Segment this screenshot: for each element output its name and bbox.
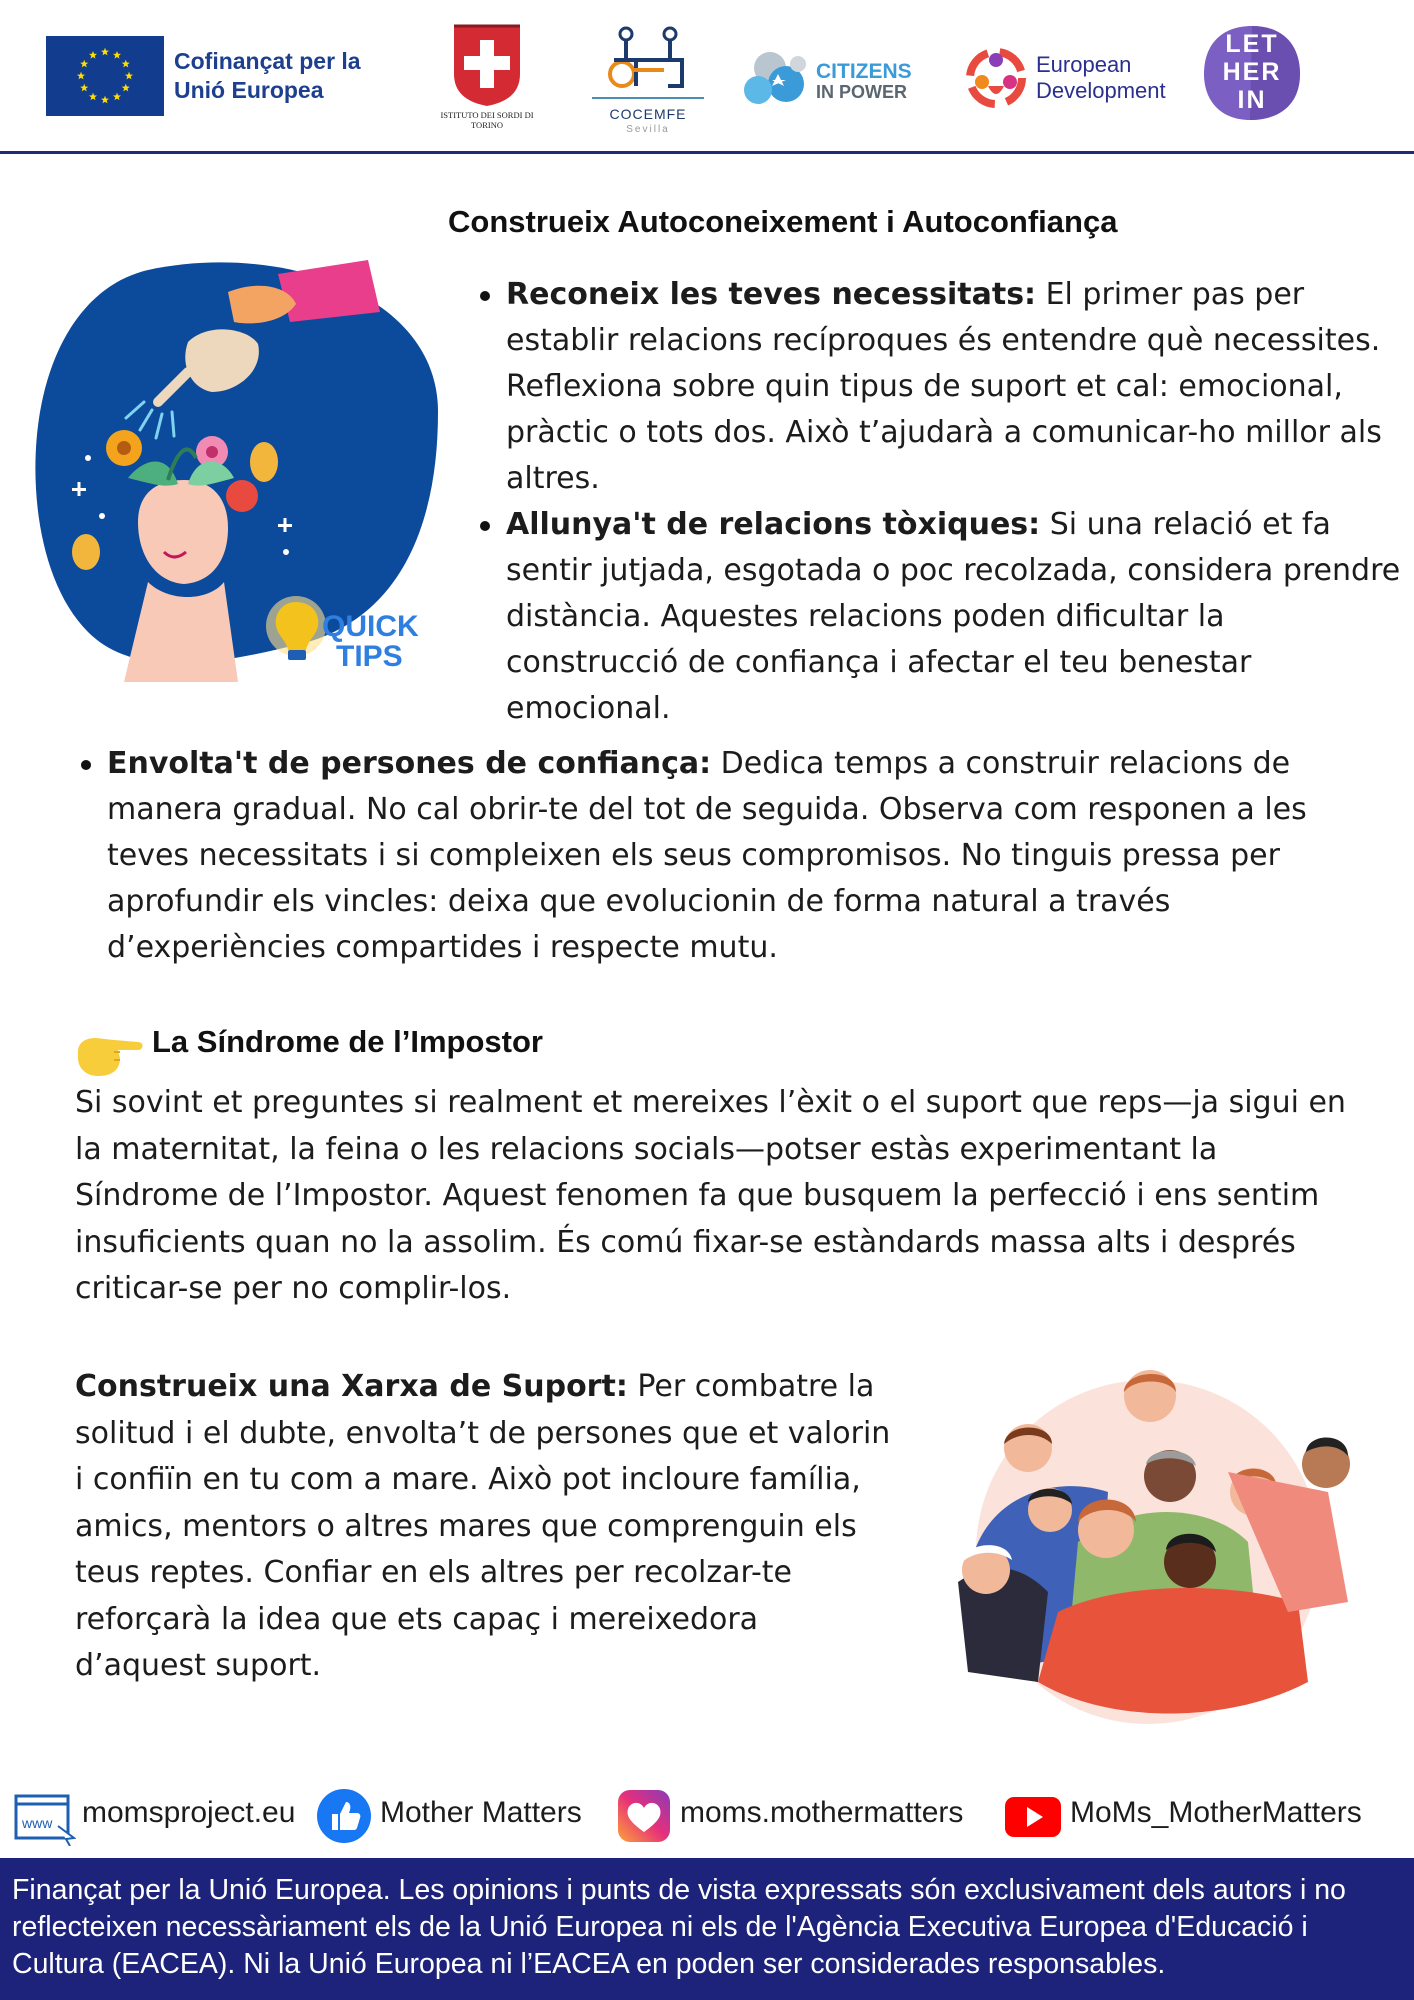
european-development-line2: Development <box>1036 78 1166 103</box>
youtube-label[interactable]: MoMs_MotherMatters <box>1070 1796 1362 1829</box>
facebook-link[interactable] <box>316 1788 606 1844</box>
european-development-logo <box>964 46 1184 112</box>
list-item-text: Si una relació et fa sentir jutjada, esgotada o poc recolzada, considera prendre distància. Aquestes relacions poden dificultar la construcció de confiança i afectar el teu benestar emocional. <box>506 507 1401 726</box>
pointing-hand-icon <box>74 1030 144 1080</box>
let-her-in-line1: LET <box>1225 30 1279 58</box>
let-her-in-line3: IN <box>1237 86 1267 114</box>
tips-list-continued <box>71 741 1397 971</box>
istituto-sordi-logo <box>432 22 542 134</box>
let-her-in-line2: HER <box>1222 58 1282 86</box>
list-item-text: Dedica temps a construir relacions de manera gradual. No cal obrir-te del tot de seguida. Observa com responen a les teves necessitats i si compleixen els seus compromisos. No tinguis pressa per aprofundir els vincles: deixa que evolucionin de forma natural a través d’experiències compartides i respecte mutu. <box>107 746 1307 965</box>
list-item <box>506 272 1406 502</box>
header-logo-bar <box>0 0 1414 154</box>
quick-tips-line2: TIPS <box>336 640 403 673</box>
cocemfe-caption: COCEMFE <box>609 106 687 122</box>
list-item-heading: Allunya't de relacions tòxiques: <box>506 507 1041 542</box>
shield-cross-icon <box>432 22 542 108</box>
list-item <box>107 741 1397 971</box>
list-item-heading: Reconeix les teves necessitats: <box>506 277 1037 312</box>
list-item <box>506 502 1406 732</box>
citizens-in-power-logo <box>742 46 922 116</box>
social-links-bar <box>0 1788 1414 1844</box>
cocemfe-subcaption: Sevilla <box>626 124 670 135</box>
instagram-link[interactable] <box>616 1788 986 1844</box>
group-hug-illustration <box>928 1352 1368 1724</box>
facebook-label[interactable]: Mother Matters <box>380 1796 582 1829</box>
instagram-label[interactable]: moms.mothermatters <box>680 1796 964 1829</box>
support-network-text: Per combatre la solitud i el dubte, envolta’t de persones que et valorin i confiïn en tu com a mare. Això pot incloure família, amics, mentors o altres mares que comprenguin els teus reptes. Confiar en els altres per recolzar-te reforçarà la idea que ets capaç i mereixedora d’aquest suport. <box>75 1369 891 1683</box>
website-label[interactable]: momsproject.eu <box>82 1796 296 1829</box>
eu-flag-icon <box>46 36 164 116</box>
website-icon-text: www <box>22 1815 53 1831</box>
instagram-heart-icon <box>616 1788 674 1844</box>
facebook-like-icon <box>316 1788 372 1844</box>
impostor-body: Si sovint et preguntes si realment et mereixes l’èxit o el suport que reps—ja sigui en la maternitat, la feina o les relacions socials—potser estàs experimentant la Síndrome de l’Impostor. Aquest fenomen fa que busquem la perfecció i ens sentim insuficients quan no la assolim. És comú fixar-se estàndards massa alts i després criticar-se per no complir-los. <box>75 1085 1346 1306</box>
support-network-paragraph <box>75 1364 895 1690</box>
tips-list <box>470 272 1406 732</box>
section-title-self-confidence: Construeix Autoconeixement i Autoconfiança <box>448 204 1118 239</box>
istituto-sordi-caption: ISTITUTO DEI SORDI DI TORINO <box>440 110 534 130</box>
list-item-text: El primer pas per establir relacions recíproques és entendre què necessites. Reflexiona sobre quin tipus de suport et cal: emocional, pràctic o tots dos. Això t’ajudarà a comunicar-ho millor als altres. <box>506 277 1382 496</box>
eu-cofunded-logo <box>46 36 376 118</box>
youtube-play-icon <box>1004 1796 1062 1838</box>
list-item-heading: Envolta't de persones de confiança: <box>107 746 712 781</box>
eu-cofunded-text: Cofinançat per la Unió Europea <box>174 48 361 103</box>
european-development-line1: European <box>1036 52 1132 77</box>
quick-tips-line1: QUICK <box>322 610 419 643</box>
website-link[interactable] <box>14 1788 304 1844</box>
support-network-heading: Construeix una Xarxa de Suport: <box>75 1369 628 1404</box>
european-development-people-icon <box>964 46 1028 110</box>
let-her-in-logo <box>1202 24 1302 122</box>
cocemfe-people-icon <box>592 26 704 102</box>
impostor-title: La Síndrome de l’Impostor <box>152 1024 543 1059</box>
youtube-link[interactable] <box>1004 1788 1404 1844</box>
citizens-line2: IN POWER <box>816 82 908 102</box>
citizens-line1: CITIZENS <box>816 60 912 83</box>
cocemfe-logo <box>592 26 704 138</box>
website-icon <box>14 1792 76 1846</box>
citizens-flower-icon <box>742 46 816 116</box>
eu-funding-disclaimer: Finançat per la Unió Europea. Les opinions i punts de vista expressats són exclusivament dels autors i no reflecteixen necessàriament els de la Unió Europea ni els de l'Agència Executiva Europea d'Educació i Cultura (EACEA). Ni la Unió Europea ni l’EACEA en poden ser considerades responsables. <box>0 1858 1414 2000</box>
quick-tips-illustration <box>28 252 448 682</box>
